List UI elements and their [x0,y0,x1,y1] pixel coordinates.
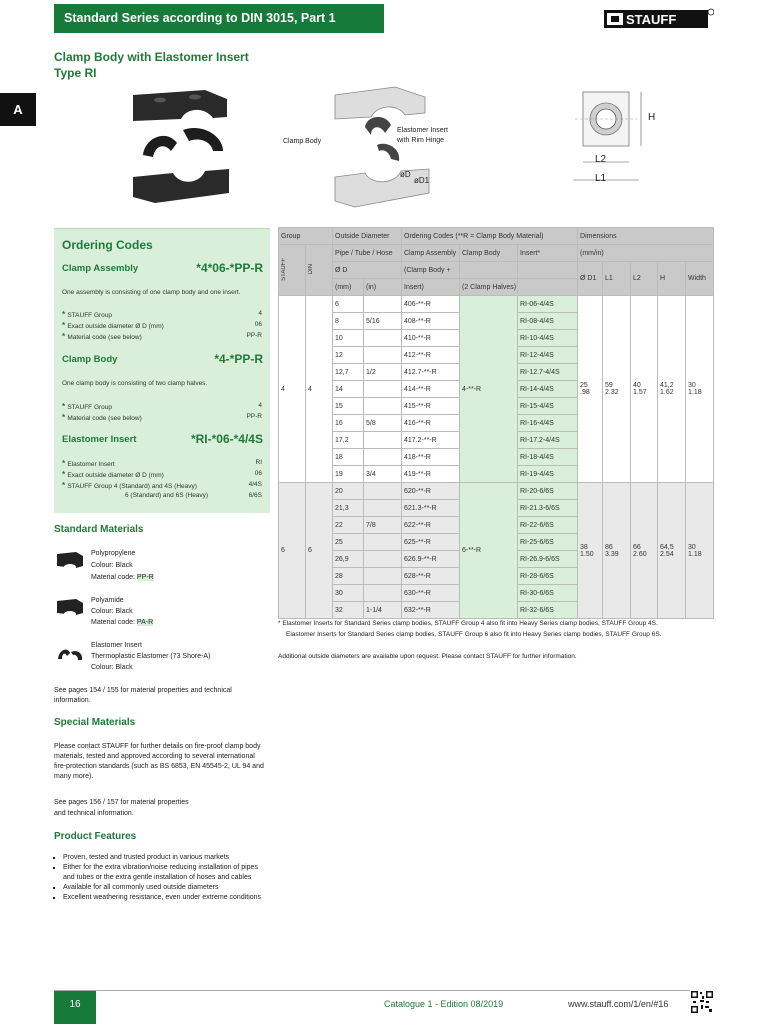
th-od2: Pipe / Tube / Hose [333,245,402,262]
mat-el-name2: Thermoplastic Elastomer (73 Shore-A) [91,653,211,660]
table-header-row [279,245,714,262]
special-see-pages-2: and technical information. [54,810,134,817]
materials-title: Standard Materials [54,524,144,535]
table-header-row [279,262,714,279]
ordering-title: Ordering Codes [62,238,153,252]
cell-clamp-assembly: 419-**-R [402,466,460,483]
el-row: 6 (Standard) and 6S (Heavy) 6/6S [125,492,262,499]
cell-od-mm: 32 [333,602,364,619]
qr-code-icon[interactable] [690,990,714,1014]
cell-od-in: 3/4 [364,466,402,483]
cell-od-mm: 22 [333,517,364,534]
clamp-assembly-desc: One assembly is consisting of one clamp body and one insert. [62,289,241,296]
clamp-body-desc: One clamp body is consisting of two clamp halves. [62,380,208,387]
th-dim-l2: L2 [631,262,658,296]
cell-dim-l1: 86 3.39 [603,483,631,619]
cell-od-mm: 25 [333,534,364,551]
cell-dim-d1: 38 1.50 [578,483,603,619]
elastomer-image [56,645,84,665]
cell-od-mm: 16 [333,415,364,432]
th-dim-units: (mm/in) [578,245,714,262]
cell-insert: RI-21.3-6/6S [518,500,578,517]
special-text: Please contact STAUFF for further details on fire-proof clamp body materials, tested and approved according to several international fire-protection standards (such as BS 6853, EN 45545-2, UL 94 and many more). [54,743,264,780]
th-dim-hh: H [658,262,686,296]
cell-od-mm: 17,2 [333,432,364,449]
cell-clamp-assembly: 417.2-**-R [402,432,460,449]
feature-item: ▪ Proven, tested and trusted product in various markets [63,853,268,863]
cell-clamp-assembly: 418-**-R [402,449,460,466]
cell-dim-l1: 59 2.32 [603,296,631,483]
cell-insert: RI-08-4/4S [518,313,578,330]
cell-insert: RI-17.2-4/4S [518,432,578,449]
cell-clamp-assembly: 412.7-**-R [402,364,460,381]
cell-clamp-body: 6-**-R [460,483,518,619]
table-header-row [279,228,714,245]
polypropylene-image [56,550,84,570]
mat-pa-name: Polyamide [91,597,124,604]
dimension-drawing [565,84,665,194]
cell-od-mm: 6 [333,296,364,313]
mat-el-name: Elastomer Insert [91,642,142,649]
od-label: øD [400,170,411,179]
cell-insert: RI-06-4/4S [518,296,578,313]
th-ins-blank [518,262,578,279]
cell-insert: RI-15-4/4S [518,398,578,415]
footer-url[interactable]: www.stauff.com/1/en/#16 [568,999,669,1009]
cell-od-in: 1-1/4 [364,602,402,619]
cell-od-mm: 30 [333,585,364,602]
ca-row: * Material code (see below) PP-R [62,332,262,341]
cell-clamp-assembly: 622-**-R [402,517,460,534]
cell-od-in [364,449,402,466]
mat-pp-code-label: Material code: [91,574,135,581]
cell-od-in [364,432,402,449]
cell-clamp-assembly: 626.9-**-R [402,551,460,568]
th-clamp-body: Clamp Body [460,245,518,262]
cell-insert: RI-10-4/4S [518,330,578,347]
cell-dim-l2: 40 1.57 [631,296,658,483]
mat-pp-colour: Colour: Black [91,562,133,569]
cell-od-mm: 20 [333,483,364,500]
cell-od-mm: 14 [333,381,364,398]
cell-od-in: 7/8 [364,517,402,534]
cell-clamp-assembly: 621.3-**-R [402,500,460,517]
page-number: 16 [54,991,96,1024]
cell-od-mm: 15 [333,398,364,415]
cell-dim-w: 30 1.18 [686,483,714,619]
th-din: DIN [306,245,333,296]
product-type: Type RI [54,66,97,80]
th-dim-w: Width [686,262,714,296]
th-ca2: (Clamp Body + [402,262,460,279]
table-row [279,296,714,313]
th-ca3: Insert) [402,279,460,296]
cell-dim-h: 41,2 1.62 [658,296,686,483]
note-3: Additional outside diameters are available upon request. Please contact STAUFF for further information. [278,653,577,660]
note-1: * Elastomer Inserts for Standard Series clamp bodies, STAUFF Group 4 also fit into Heavy Series clamp bodies, STAUFF Group 4S. [278,620,658,627]
cb-row: * Material code (see below) PP-R [62,413,262,422]
cell-insert: RI-16-4/4S [518,415,578,432]
el-row: * Elastomer Insert RI [62,459,262,468]
clamp-assembly-code: *4*06-*PP-R [196,261,263,275]
cell-od-in [364,330,402,347]
el-row: * STAUFF Group 4 (Standard) and 4S (Heavy) 4/4S [62,481,262,490]
stauff-logo [604,8,714,30]
th-insert: Insert* [518,245,578,262]
cell-clamp-assembly: 628-**-R [402,568,460,585]
cell-din-group: 4 [306,296,333,483]
feature-item: ▪ Either for the extra vibration/noise reducing installation of pipes and tubes or the extra gentle installation of hoses and cables [63,863,268,883]
cell-stauff-group: 4 [279,296,306,483]
product-photo [125,85,235,210]
cell-insert: RI-22-6/6S [518,517,578,534]
cell-clamp-assembly: 620-**-R [402,483,460,500]
exploded-diagram [325,85,465,215]
clamp-assembly-label: Clamp Assembly [62,263,139,274]
cell-dim-w: 30 1.18 [686,296,714,483]
features-list [54,853,268,903]
feature-item: ▪ Excellent weathering resistance, even under extreme conditions [63,893,268,903]
th-dim-l1: L1 [603,262,631,296]
cell-od-in: 1/2 [364,364,402,381]
cell-clamp-assembly: 630-**-R [402,585,460,602]
clamp-body-label: Clamp Body [283,138,322,145]
mat-pp-name: Polypropylene [91,550,136,557]
cell-din-group: 6 [306,483,333,619]
polyamide-image [56,597,84,617]
cb-row: * STAUFF Group 4 [62,402,262,411]
elastomer-title: Elastomer Insert [62,434,137,445]
cell-insert: RI-25-6/6S [518,534,578,551]
cell-insert: RI-12.7-4/4S [518,364,578,381]
cell-clamp-assembly: 415-**-R [402,398,460,415]
cell-insert: RI-32-6/6S [518,602,578,619]
cell-od-mm: 19 [333,466,364,483]
cell-od-in: 5/8 [364,415,402,432]
cell-insert: RI-12-4/4S [518,347,578,364]
cell-clamp-assembly: 625-**-R [402,534,460,551]
cell-dim-l2: 66 2.60 [631,483,658,619]
cell-insert: RI-14-4/4S [518,381,578,398]
th-stauff: STAUFF [279,245,306,296]
cell-clamp-assembly: 632-**-R [402,602,460,619]
cell-od-in [364,551,402,568]
table-row [279,483,714,500]
note-2: Elastomer Inserts for Standard Series clamp bodies, STAUFF Group 6 also fit into Heavy Series clamp bodies, STAUFF Group 6S. [286,631,662,638]
th-mm: (mm) [333,279,364,296]
footer-catalogue: Catalogue 1 - Edition 08/2019 [384,999,504,1009]
page-header-title: Standard Series according to DIN 3015, Part 1 [54,4,384,33]
th-od: Outside Diameter [333,228,402,245]
cell-od-in [364,500,402,517]
special-title: Special Materials [54,717,136,728]
cell-insert: RI-30-6/6S [518,585,578,602]
cell-clamp-assembly: 408-**-R [402,313,460,330]
cell-insert: RI-19-4/4S [518,466,578,483]
th-cb-blank [460,262,518,279]
cell-od-mm: 10 [333,330,364,347]
cell-od-mm: 26,9 [333,551,364,568]
materials-see-pages: See pages 154 / 155 for material properties and technical information. [54,687,232,704]
brand-text: STAUFF [626,12,677,27]
th-in: (in) [364,279,402,296]
cell-od-mm: 28 [333,568,364,585]
dim-l1-label: L1 [595,173,607,184]
od1-label: øD1 [414,176,430,185]
cell-od-in [364,347,402,364]
ca-row: * STAUFF Group 4 [62,310,262,319]
dim-h-label: H [648,112,656,123]
th-group: Group [279,228,333,245]
cell-od-in [364,381,402,398]
cell-od-mm: 12 [333,347,364,364]
cell-clamp-body: 4-**-R [460,296,518,483]
th-clamp-assembly: Clamp Assembly [402,245,460,262]
ca-row: * Exact outside diameter Ø D (mm) 06 [62,321,262,330]
special-see-pages-1: See pages 156 / 157 for material properties [54,799,189,806]
dim-l2-label: L2 [595,154,607,165]
section-tab[interactable]: A [0,93,36,126]
cell-od-in: 5/16 [364,313,402,330]
cell-od-mm: 12,7 [333,364,364,381]
cell-od-in [364,568,402,585]
th-od3: Ø D [333,262,402,279]
cell-od-in [364,296,402,313]
elastomer-code: *RI-*06-*4/4S [190,432,263,446]
mat-pa-code: PA-R [136,619,154,626]
clamp-body-title: Clamp Body [62,354,118,365]
cell-od-mm: 8 [333,313,364,330]
cell-od-in [364,398,402,415]
cell-clamp-assembly: 406-**-R [402,296,460,313]
th-cb2: (2 Clamp Halves) [460,279,518,296]
cell-dim-d1: 25 .98 [578,296,603,483]
th-dimensions: Dimensions [578,228,714,245]
feature-item: ▪ Available for all commonly used outside diameters [63,883,268,893]
cell-insert: RI-28-6/6S [518,568,578,585]
cell-od-mm: 21,3 [333,500,364,517]
mat-pp-code: PP-R [136,574,154,581]
cell-clamp-assembly: 414-**-R [402,381,460,398]
cell-od-in [364,585,402,602]
th-ins-blank2 [518,279,578,296]
features-title: Product Features [54,831,137,842]
cell-od-in [364,534,402,551]
mat-pa-code-label: Material code: [91,619,135,626]
th-ordering-codes: Ordering Codes (**R = Clamp Body Material) [402,228,578,245]
insert-label-1: Elastomer Insert [397,127,448,134]
th-dim-d1: Ø D1 [578,262,603,296]
cell-dim-h: 64,5 2.54 [658,483,686,619]
clamp-body-code: *4-*PP-R [214,352,263,366]
cell-od-in [364,483,402,500]
cell-insert: RI-20-6/6S [518,483,578,500]
cell-clamp-assembly: 412-**-R [402,347,460,364]
cell-insert: RI-18-4/4S [518,449,578,466]
el-row: * Exact outside diameter Ø D (mm) 06 [62,470,262,479]
cell-stauff-group: 6 [279,483,306,619]
cell-clamp-assembly: 416-**-R [402,415,460,432]
mat-el-colour: Colour: Black [91,664,133,671]
cell-clamp-assembly: 410-**-R [402,330,460,347]
cell-insert: RI-26.9-6/6S [518,551,578,568]
insert-label-2: with Rim Hinge [397,137,445,144]
spec-table [278,227,714,619]
cell-od-mm: 18 [333,449,364,466]
mat-pa-colour: Colour: Black [91,608,133,615]
footer-divider [54,990,714,991]
product-title: Clamp Body with Elastomer Insert [54,50,249,64]
ordering-codes-panel [54,228,270,513]
